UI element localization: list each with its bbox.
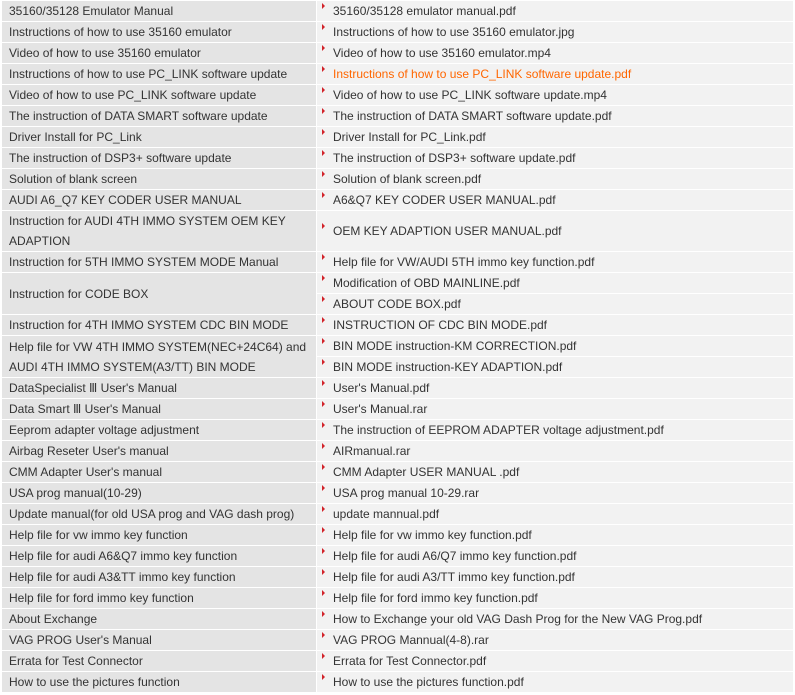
file-download-link[interactable]: Instructions of how to use 35160 emulator.jpg — [333, 25, 575, 39]
table-row — [2, 546, 794, 567]
file-cell — [317, 609, 794, 630]
file-download-link[interactable]: INSTRUCTION OF CDC BIN MODE.pdf — [333, 318, 548, 332]
bullet-arrow-icon — [322, 192, 325, 198]
bullet-arrow-icon — [322, 632, 325, 638]
document-title: Errata for Test Connector — [2, 651, 317, 672]
file-cell — [317, 336, 794, 357]
file-download-link[interactable]: Help file for VW/AUDI 5TH immo key function.pdf — [333, 255, 595, 269]
file-download-link[interactable]: Modification of OBD MAINLINE.pdf — [333, 276, 520, 290]
file-download-link[interactable]: The instruction of EEPROM ADAPTER voltage adjustment.pdf — [333, 423, 664, 437]
table-row — [2, 588, 794, 609]
bullet-arrow-icon — [322, 506, 325, 512]
table-row — [2, 190, 794, 211]
document-title: VAG PROG User's Manual — [2, 630, 317, 651]
table-row — [2, 483, 794, 504]
file-download-link[interactable]: 35160/35128 emulator manual.pdf — [333, 4, 516, 18]
file-download-link[interactable]: BIN MODE instruction-KEY ADAPTION.pdf — [333, 360, 563, 374]
table-row — [2, 441, 794, 462]
file-download-link[interactable]: BIN MODE instruction-KM CORRECTION.pdf — [333, 339, 577, 353]
bullet-arrow-icon — [322, 129, 325, 135]
table-row — [2, 85, 794, 106]
document-title: Eeprom adapter voltage adjustment — [2, 420, 317, 441]
bullet-arrow-icon — [322, 108, 325, 114]
table-row — [2, 672, 794, 693]
bullet-arrow-icon — [322, 24, 325, 30]
file-cell — [317, 127, 794, 148]
file-download-link[interactable]: VAG PROG Mannual(4-8).rar — [333, 633, 489, 647]
file-cell — [317, 252, 794, 273]
file-download-link[interactable]: How to use the pictures function.pdf — [333, 675, 524, 689]
file-download-link[interactable]: Help file for audi A6/Q7 immo key function.pdf — [333, 549, 577, 563]
file-download-link[interactable]: Video of how to use 35160 emulator.mp4 — [333, 46, 551, 60]
file-cell — [317, 441, 794, 462]
document-title: Help file for VW 4TH IMMO SYSTEM(NEC+24C64) and AUDI 4TH IMMO SYSTEM(A3/TT) BIN MODE — [2, 336, 317, 378]
file-download-link[interactable]: User's Manual.rar — [333, 402, 428, 416]
file-download-link[interactable]: AIRmanual.rar — [333, 444, 411, 458]
file-cell — [317, 462, 794, 483]
bullet-arrow-icon — [322, 674, 325, 680]
table-row — [2, 252, 794, 273]
bullet-arrow-icon — [322, 3, 325, 9]
table-row — [2, 609, 794, 630]
file-cell — [317, 525, 794, 546]
bullet-arrow-icon — [322, 296, 325, 302]
file-cell — [317, 546, 794, 567]
file-cell — [317, 357, 794, 378]
file-cell — [317, 378, 794, 399]
file-download-link[interactable]: Help file for vw immo key function.pdf — [333, 528, 532, 542]
file-cell — [317, 588, 794, 609]
bullet-arrow-icon — [322, 464, 325, 470]
downloads-table — [1, 0, 794, 693]
bullet-arrow-icon — [322, 527, 325, 533]
document-title: Help file for audi A6&Q7 immo key function — [2, 546, 317, 567]
document-title: Help file for ford immo key function — [2, 588, 317, 609]
document-title: The instruction of DATA SMART software update — [2, 106, 317, 127]
file-cell — [317, 106, 794, 127]
document-title: Driver Install for PC_Link — [2, 127, 317, 148]
bullet-arrow-icon — [322, 359, 325, 365]
document-title: About Exchange — [2, 609, 317, 630]
file-download-link[interactable]: The instruction of DSP3+ software update.pdf — [333, 151, 576, 165]
file-download-link[interactable]: ABOUT CODE BOX.pdf — [333, 297, 461, 311]
table-row — [2, 336, 794, 357]
bullet-arrow-icon — [322, 485, 325, 491]
table-row — [2, 211, 794, 252]
table-row — [2, 651, 794, 672]
table-row — [2, 420, 794, 441]
bullet-arrow-icon — [322, 380, 325, 386]
file-download-link[interactable]: User's Manual.pdf — [333, 381, 430, 395]
document-title: Update manual(for old USA prog and VAG dash prog) — [2, 504, 317, 525]
file-download-link[interactable]: Help file for ford immo key function.pdf — [333, 591, 538, 605]
table-row — [2, 1, 794, 22]
file-download-link[interactable]: OEM KEY ADAPTION USER MANUAL.pdf — [333, 224, 562, 238]
bullet-arrow-icon — [322, 590, 325, 596]
file-cell — [317, 43, 794, 64]
table-row — [2, 64, 794, 85]
document-title: DataSpecialist Ⅲ User's Manual — [2, 378, 317, 399]
document-title: CMM Adapter User's manual — [2, 462, 317, 483]
file-cell — [317, 64, 794, 85]
table-row — [2, 169, 794, 190]
document-title: Instruction for AUDI 4TH IMMO SYSTEM OEM KEY ADAPTION — [2, 211, 317, 252]
bullet-arrow-icon — [322, 66, 325, 72]
bullet-arrow-icon — [322, 254, 325, 260]
bullet-arrow-icon — [322, 338, 325, 344]
document-title: Instructions of how to use PC_LINK software update — [2, 64, 317, 85]
bullet-arrow-icon — [322, 548, 325, 554]
file-cell — [317, 1, 794, 22]
document-title: 35160/35128 Emulator Manual — [2, 1, 317, 22]
bullet-arrow-icon — [322, 401, 325, 407]
document-title: Help file for vw immo key function — [2, 525, 317, 546]
file-download-link[interactable]: CMM Adapter USER MANUAL .pdf — [333, 465, 520, 479]
bullet-arrow-icon — [322, 150, 325, 156]
document-title: Instruction for CODE BOX — [2, 273, 317, 315]
file-cell — [317, 148, 794, 169]
document-title: Instructions of how to use 35160 emulator — [2, 22, 317, 43]
file-cell — [317, 315, 794, 336]
table-row — [2, 525, 794, 546]
file-download-link[interactable]: The instruction of DATA SMART software update.pdf — [333, 109, 612, 123]
file-cell — [317, 420, 794, 441]
file-cell — [317, 504, 794, 525]
table-row — [2, 273, 794, 294]
bullet-arrow-icon — [322, 569, 325, 575]
bullet-arrow-icon — [322, 422, 325, 428]
file-download-link[interactable]: update mannual.pdf — [333, 507, 440, 521]
file-cell — [317, 567, 794, 588]
file-download-link[interactable]: Instructions of how to use PC_LINK software update.pdf — [333, 67, 632, 81]
file-cell — [317, 85, 794, 106]
document-title: Video of how to use PC_LINK software update — [2, 85, 317, 106]
bullet-arrow-icon — [322, 317, 325, 323]
table-row — [2, 567, 794, 588]
table-row — [2, 462, 794, 483]
bullet-arrow-icon — [322, 171, 325, 177]
document-title: AUDI A6_Q7 KEY CODER USER MANUAL — [2, 190, 317, 211]
document-title: USA prog manual(10-29) — [2, 483, 317, 504]
bullet-arrow-icon — [322, 653, 325, 659]
bullet-arrow-icon — [322, 611, 325, 617]
table-row — [2, 22, 794, 43]
table-row — [2, 630, 794, 651]
file-download-link[interactable]: Solution of blank screen.pdf — [333, 172, 482, 186]
file-cell — [317, 22, 794, 43]
file-cell — [317, 630, 794, 651]
file-download-link[interactable]: Driver Install for PC_Link.pdf — [333, 130, 486, 144]
file-download-link[interactable]: Help file for audi A3/TT immo key function.pdf — [333, 570, 575, 584]
downloads-table-body — [2, 1, 794, 693]
file-download-link[interactable]: USA prog manual 10-29.rar — [333, 486, 480, 500]
file-cell — [317, 273, 794, 294]
bullet-arrow-icon — [322, 45, 325, 51]
table-row — [2, 43, 794, 64]
table-row — [2, 315, 794, 336]
file-cell — [317, 651, 794, 672]
table-row — [2, 504, 794, 525]
file-cell — [317, 211, 794, 252]
document-title: Video of how to use 35160 emulator — [2, 43, 317, 64]
document-title: The instruction of DSP3+ software update — [2, 148, 317, 169]
table-row — [2, 127, 794, 148]
file-download-link[interactable]: Video of how to use PC_LINK software update.mp4 — [333, 88, 607, 102]
bullet-arrow-icon — [322, 223, 325, 229]
document-title: Airbag Reseter User's manual — [2, 441, 317, 462]
file-cell — [317, 399, 794, 420]
bullet-arrow-icon — [322, 275, 325, 281]
bullet-arrow-icon — [322, 443, 325, 449]
document-title: Instruction for 4TH IMMO SYSTEM CDC BIN MODE — [2, 315, 317, 336]
file-cell — [317, 169, 794, 190]
document-title: How to use the pictures function — [2, 672, 317, 693]
bullet-arrow-icon — [322, 87, 325, 93]
table-row — [2, 148, 794, 169]
file-cell — [317, 672, 794, 693]
table-row — [2, 106, 794, 127]
file-cell — [317, 294, 794, 315]
document-title: Solution of blank screen — [2, 169, 317, 190]
table-row — [2, 378, 794, 399]
file-cell — [317, 483, 794, 504]
file-download-link[interactable]: Errata for Test Connector.pdf — [333, 654, 487, 668]
table-row — [2, 399, 794, 420]
file-download-link[interactable]: A6&Q7 KEY CODER USER MANUAL.pdf — [333, 193, 556, 207]
file-download-link[interactable]: How to Exchange your old VAG Dash Prog for the New VAG Prog.pdf — [333, 612, 703, 626]
document-title: Instruction for 5TH IMMO SYSTEM MODE Manual — [2, 252, 317, 273]
document-title: Help file for audi A3&TT immo key function — [2, 567, 317, 588]
document-title: Data Smart Ⅲ User's Manual — [2, 399, 317, 420]
file-cell — [317, 190, 794, 211]
